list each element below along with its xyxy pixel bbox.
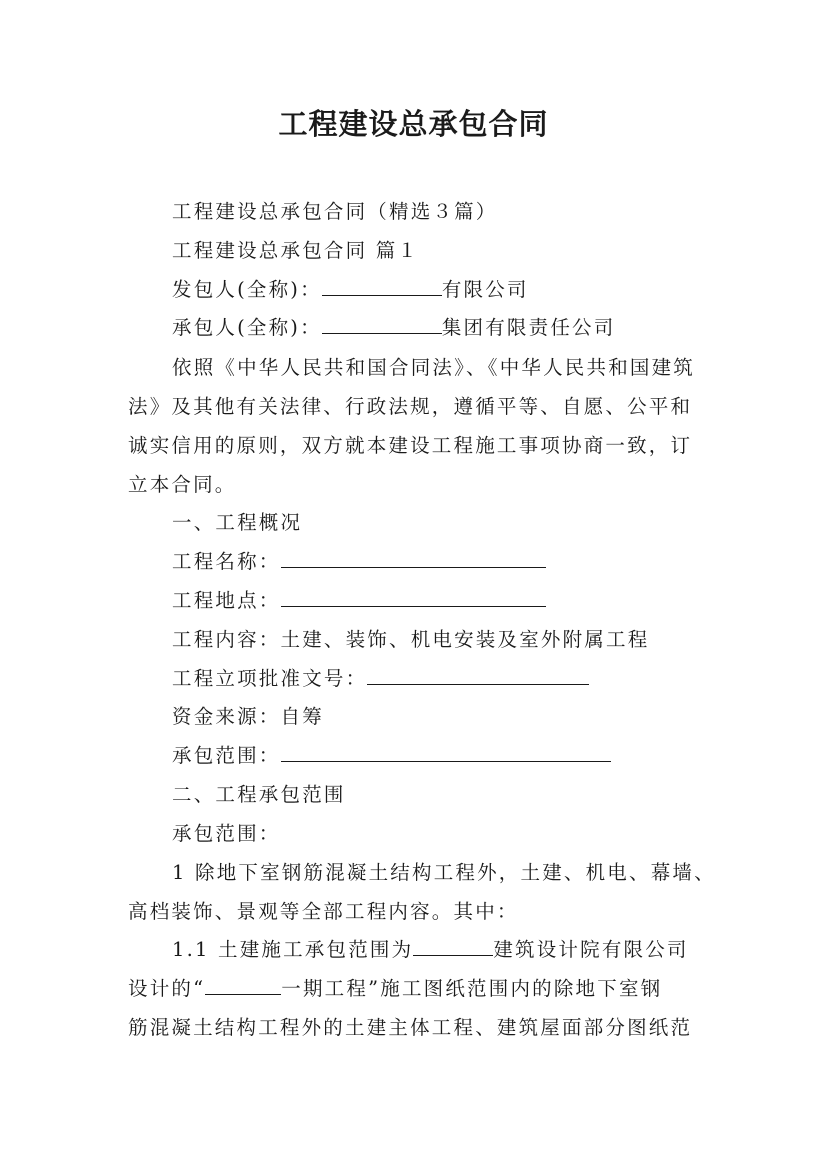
approval-no-blank: [367, 666, 589, 685]
employer-suffix: 有限公司: [441, 278, 529, 301]
item11-blank-1: [413, 937, 493, 956]
preamble-line-2: 法》及其他有关法律、行政法规，遵循平等、自愿、公平和: [128, 395, 693, 418]
contractor-suffix: 集团有限责任公司: [441, 316, 616, 339]
item11-line-3: 筋混凝土结构工程外的土建主体工程、建筑屋面部分图纸范: [128, 1016, 693, 1039]
preamble-line-3: 诚实信用的原则，双方就本建设工程施工事项协商一致，订: [128, 434, 693, 457]
item11-line-1: [172, 937, 689, 963]
document-title: 工程建设总承包合同: [278, 107, 549, 141]
preamble-line-1: 依照《中华人民共和国合同法》、《中华人民共和国建筑: [172, 356, 696, 379]
project-content: 工程内容：土建、装饰、机电安装及室外附属工程: [172, 628, 650, 651]
contractor-blank: [322, 315, 442, 334]
scope-heading: 承包范围：: [172, 822, 281, 845]
employer-label: 发包人(全称)：: [172, 278, 322, 301]
preamble-line-4: 立本合同。: [128, 473, 237, 496]
scope-blank: [281, 743, 611, 762]
item11-line2-prefix: 设计的“: [128, 977, 206, 1000]
scope-label: 承包范围：: [172, 744, 281, 767]
project-name-blank: [281, 549, 546, 568]
item11-prefix: 1.1 土建施工承包范围为: [172, 938, 414, 961]
item11-line2-suffix: 一期工程”施工图纸范围内的除地下室钢: [281, 977, 663, 1000]
project-location-label: 工程地点：: [172, 589, 281, 612]
section1-heading: 一、工程概况: [172, 511, 303, 534]
approval-no-label: 工程立项批准文号：: [172, 667, 368, 690]
scope-line: [172, 743, 611, 769]
employer-line: [172, 277, 529, 303]
contractor-label: 承包人(全称)：: [172, 316, 322, 339]
project-name-label: 工程名称：: [172, 550, 281, 573]
item11-blank-2: [205, 976, 281, 995]
contractor-line: [172, 315, 615, 341]
item11-suffix: 建筑设计院有限公司: [493, 938, 689, 961]
section2-heading: 二、工程承包范围: [172, 783, 346, 806]
project-location-line: [172, 588, 546, 614]
item1-line-1: 1 除地下室钢筋混凝土结构工程外，土建、机电、幕墙、: [172, 861, 716, 884]
item11-line-2: [128, 976, 662, 1002]
part-heading: 工程建设总承包合同 篇１: [172, 239, 420, 262]
approval-no-line: [172, 666, 589, 692]
employer-blank: [322, 277, 442, 296]
project-location-blank: [281, 588, 546, 607]
project-name-line: [172, 549, 546, 575]
item1-line-2: 高档装饰、景观等全部工程内容。其中：: [128, 900, 519, 923]
funding-source: 资金来源：自筹: [172, 705, 324, 728]
subtitle: 工程建设总承包合同（精选３篇）: [172, 200, 498, 223]
